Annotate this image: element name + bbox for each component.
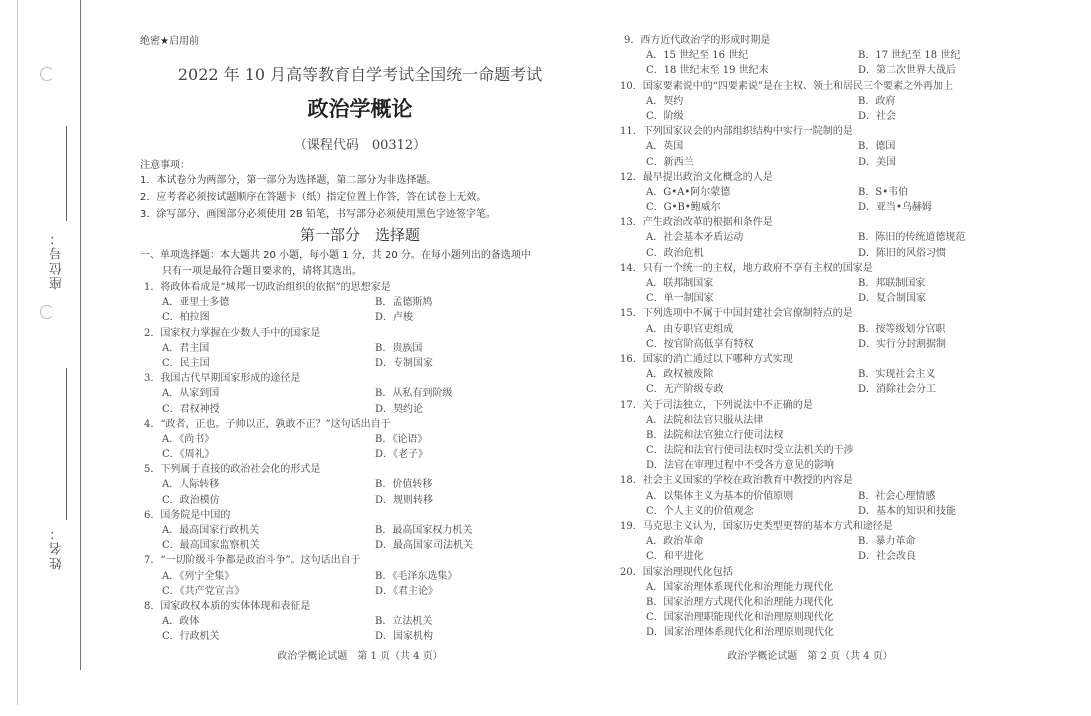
name-underline — [66, 368, 67, 520]
option-d: D．国家机构 — [375, 631, 434, 643]
question-stem: 18．社会主义国家的学校在政治教育中教授的内容是 — [620, 475, 853, 487]
binding-margin-inner-line — [80, 0, 81, 670]
option-b: B．最高国家权力机关 — [375, 525, 473, 536]
option-a: A．以集体主义为基本的价值原则 — [646, 490, 794, 502]
option-d: D．美国 — [858, 156, 897, 168]
binding-margin-outer-line — [17, 0, 18, 705]
option-d: D．陈旧的风俗习惯 — [858, 247, 947, 259]
option-d: D．规则转移 — [375, 494, 434, 506]
option-a: A．社会基本矛盾运动 — [646, 232, 744, 244]
option-d: D．契约论 — [375, 403, 424, 415]
question-stem: 10．国家要素说中的“四要素说”是在主权、领土和居民三个要素之外再加上 — [620, 80, 953, 92]
question-stem: 3．我国古代早期国家形成的途径是 — [144, 373, 301, 385]
option-d: D．社会 — [858, 110, 897, 122]
option-b: B．S•韦伯 — [858, 186, 909, 198]
option-d: D．《老子》 — [375, 449, 429, 461]
option-b: B．孟德斯鸠 — [375, 297, 433, 309]
option-c: C．柏拉图 — [162, 312, 210, 324]
option-b: B．《论语》 — [375, 433, 428, 445]
question-stem: 2．国家权力掌握在少数人手中的国家是 — [144, 327, 321, 339]
option-d: D．消除社会分工 — [858, 384, 937, 396]
question-stem: 17．关于司法独立，下列说法中不正确的是 — [620, 399, 813, 411]
option-a: A．由专职官吏组成 — [646, 323, 734, 335]
option-b: B．国家治理方式现代化和治理能力现代化 — [646, 596, 834, 608]
option-a: A．亚里士多德 — [162, 297, 230, 309]
notes-title: 注意事项： — [140, 160, 190, 171]
instruction-line: 一、单项选择题：本大题共 20 小题，每小题 1 分，共 20 分。在每小题列出的备选项中 — [140, 250, 531, 261]
question — [620, 170, 953, 216]
option-d: D．社会改良 — [858, 551, 917, 563]
question-stem: 4．“政者，正也。子帅以正，孰敢不正？”这句话出自于 — [144, 418, 391, 430]
option-d: D．亚当•乌赫姆 — [858, 202, 932, 214]
option-b: B．法院和法官独立行使司法权 — [646, 429, 784, 441]
question-stem: 13．产生政治改革的根据和条件是 — [620, 217, 773, 229]
option-c: C．国家治理职能现代化和治理原则现代化 — [646, 612, 834, 624]
option-b: B．按等级划分官职 — [858, 323, 946, 335]
option-a: A．国家治理体系现代化和治理能力现代化 — [646, 581, 834, 593]
question — [140, 553, 458, 599]
option-c: C．18 世纪末至 19 世纪末 — [646, 65, 769, 77]
option-b: B．贵族国 — [375, 342, 423, 354]
option-b: B．政府 — [858, 95, 896, 107]
option-a: A．英国 — [646, 141, 684, 153]
page-footer: 政治学概论试题 第 1 页（共 4 页） — [277, 651, 443, 662]
option-a: A．最高国家行政机关 — [162, 525, 260, 536]
question-stem: 11．下列国家议会的内部组织结构中实行一院制的是 — [620, 126, 853, 138]
question-list-page2 — [620, 33, 966, 641]
subject-title: 政治学概论 — [307, 97, 413, 121]
question — [620, 565, 953, 641]
option-b: B．德国 — [858, 141, 896, 153]
option-a: A．法院和法官只服从法律 — [646, 414, 764, 426]
question — [140, 417, 429, 463]
punch-hole-icon — [40, 305, 54, 319]
notes-list — [140, 172, 496, 223]
question — [140, 371, 453, 417]
option-d: D．基本的知识和技能 — [858, 505, 957, 517]
question-stem: 6．国务院是中国的 — [144, 509, 231, 521]
question-stem: 15．下列选项中不属于中国封建社会官僚制特点的是 — [620, 308, 853, 320]
option-c: C．阶级 — [646, 110, 684, 122]
question — [620, 33, 961, 79]
option-b: B．实现社会主义 — [858, 369, 936, 381]
option-b: B．陈旧的传统道德规范 — [858, 232, 966, 244]
option-a: A．君主国 — [162, 342, 210, 354]
question-stem: 9．西方近代政治学的形成时期是 — [624, 35, 771, 46]
question — [620, 473, 957, 519]
option-b: B．社会心理情感 — [858, 490, 936, 502]
question-stem: 8．国家政权本质的实体体现和表征是 — [144, 600, 311, 612]
question — [620, 124, 953, 170]
option-c: C．按官阶高低享有特权 — [646, 338, 754, 350]
option-d: D．最高国家司法机关 — [375, 540, 474, 552]
option-d: D．国家治理体系现代化和治理原则现代化 — [646, 627, 835, 639]
option-a: A．《尚书》 — [162, 433, 215, 445]
question-stem: 16．国家的消亡通过以下哪种方式实现 — [620, 353, 793, 365]
question-stem: 1．将政体看成是“城邦一切政治组织的依据”的思想家是 — [144, 282, 391, 293]
option-c: C．民主国 — [162, 357, 210, 369]
option-c: C．行政机关 — [162, 631, 220, 643]
question — [620, 519, 953, 565]
option-c: C．无产阶级专政 — [646, 384, 724, 396]
question — [140, 326, 434, 372]
option-b: B．立法机关 — [375, 616, 433, 628]
part-title: 第一部分 选择题 — [299, 226, 420, 244]
option-b: B．价值转移 — [375, 479, 433, 491]
course-code: （课程代码 00312） — [293, 138, 427, 153]
question — [140, 280, 433, 326]
option-a: A．政治革命 — [646, 536, 704, 548]
option-a: A．G•A•阿尔蒙德 — [646, 186, 731, 198]
question — [620, 215, 966, 261]
exam-title: 2022 年 10 月高等教育自学考试全国统一命题考试 — [177, 65, 543, 84]
question-stem: 14．只有一个统一的主权，地方政府不享有主权的国家是 — [620, 262, 873, 274]
question-stem: 19．马克思主义认为，国家历史类型更替的基本方式和途径是 — [620, 521, 893, 532]
question — [140, 462, 434, 508]
option-a: A．从家到国 — [162, 388, 220, 400]
seat-number-label: 座位号： — [50, 230, 65, 290]
question — [140, 599, 434, 645]
option-a: A．政体 — [162, 616, 200, 628]
option-a: A．联邦制国家 — [646, 278, 714, 289]
secret-mark: 绝密★启用前 — [140, 36, 199, 47]
option-d: D．第二次世界大战后 — [858, 65, 957, 77]
question — [620, 79, 953, 125]
option-c: C．政治危机 — [646, 247, 704, 259]
option-d: D．《君主论》 — [375, 585, 439, 597]
question-stem: 5．下列属于直接的政治社会化的形式是 — [144, 464, 321, 476]
question-stem: 7．“一切阶级斗争都是政治斗争”。这句话出自于 — [144, 555, 361, 567]
option-c: C．最高国家监察机关 — [162, 540, 260, 552]
question-list-page1 — [140, 280, 474, 645]
option-b: B．暴力革命 — [858, 536, 916, 548]
instruction-line: 只有一项是最符合题目要求的，请将其选出。 — [162, 266, 362, 277]
option-a: A．《列宁全集》 — [162, 570, 235, 582]
option-b: B．《毛泽东选集》 — [375, 570, 458, 582]
question — [140, 508, 474, 554]
option-a: A．契约 — [646, 95, 684, 107]
section-instructions — [140, 248, 531, 280]
option-c: C．法院和法官行使司法权时受立法机关的干涉 — [646, 445, 854, 457]
option-c: C．单一制国家 — [646, 293, 714, 305]
punch-hole-icon — [40, 67, 54, 81]
seat-number-underline — [66, 126, 67, 221]
option-c: C．《周礼》 — [162, 449, 215, 461]
option-d: D．实行分封割据制 — [858, 338, 947, 350]
option-b: B．从私有到阶级 — [375, 388, 453, 400]
option-a: A．政权被废除 — [646, 369, 714, 381]
question — [620, 398, 953, 474]
option-b: B．邦联制国家 — [858, 278, 926, 289]
option-c: C．个人主义的价值观念 — [646, 505, 754, 517]
option-c: C．和平进化 — [646, 551, 704, 563]
option-c: C．《共产党宣言》 — [162, 585, 245, 597]
question — [620, 352, 953, 398]
name-label: 姓名： — [50, 525, 65, 570]
option-c: C．G•B•鲍威尔 — [646, 202, 721, 214]
option-c: C．政治模仿 — [162, 494, 220, 506]
note-item: 3．涂写部分、画图部分必须使用 2B 铅笔，书写部分必须使用黑色字迹签字笔。 — [140, 209, 496, 220]
option-c: C．君权神授 — [162, 403, 220, 415]
option-d: D．专制国家 — [375, 357, 434, 369]
question — [620, 306, 953, 352]
question-stem: 20．国家治理现代化包括 — [620, 566, 733, 578]
option-d: D．复合制国家 — [858, 293, 927, 305]
option-c: C．新西兰 — [646, 156, 694, 168]
option-a: A．人际转移 — [162, 479, 220, 491]
question — [620, 261, 953, 307]
note-item: 2．应考者必须按试题顺序在答题卡（纸）指定位置上作答，答在试卷上无效。 — [140, 192, 487, 203]
note-item: 1．本试卷分为两部分，第一部分为选择题，第二部分为非选择题。 — [140, 175, 437, 186]
option-b: B．17 世纪至 18 世纪 — [858, 50, 961, 62]
question-stem: 12．最早提出政治文化概念的人是 — [620, 171, 773, 183]
option-a: A．15 世纪至 16 世纪 — [646, 50, 749, 62]
page-footer: 政治学概论试题 第 2 页（共 4 页） — [727, 651, 893, 662]
option-d: D．法官在审理过程中不受各方意见的影响 — [646, 460, 835, 472]
option-d: D．卢梭 — [375, 312, 414, 324]
